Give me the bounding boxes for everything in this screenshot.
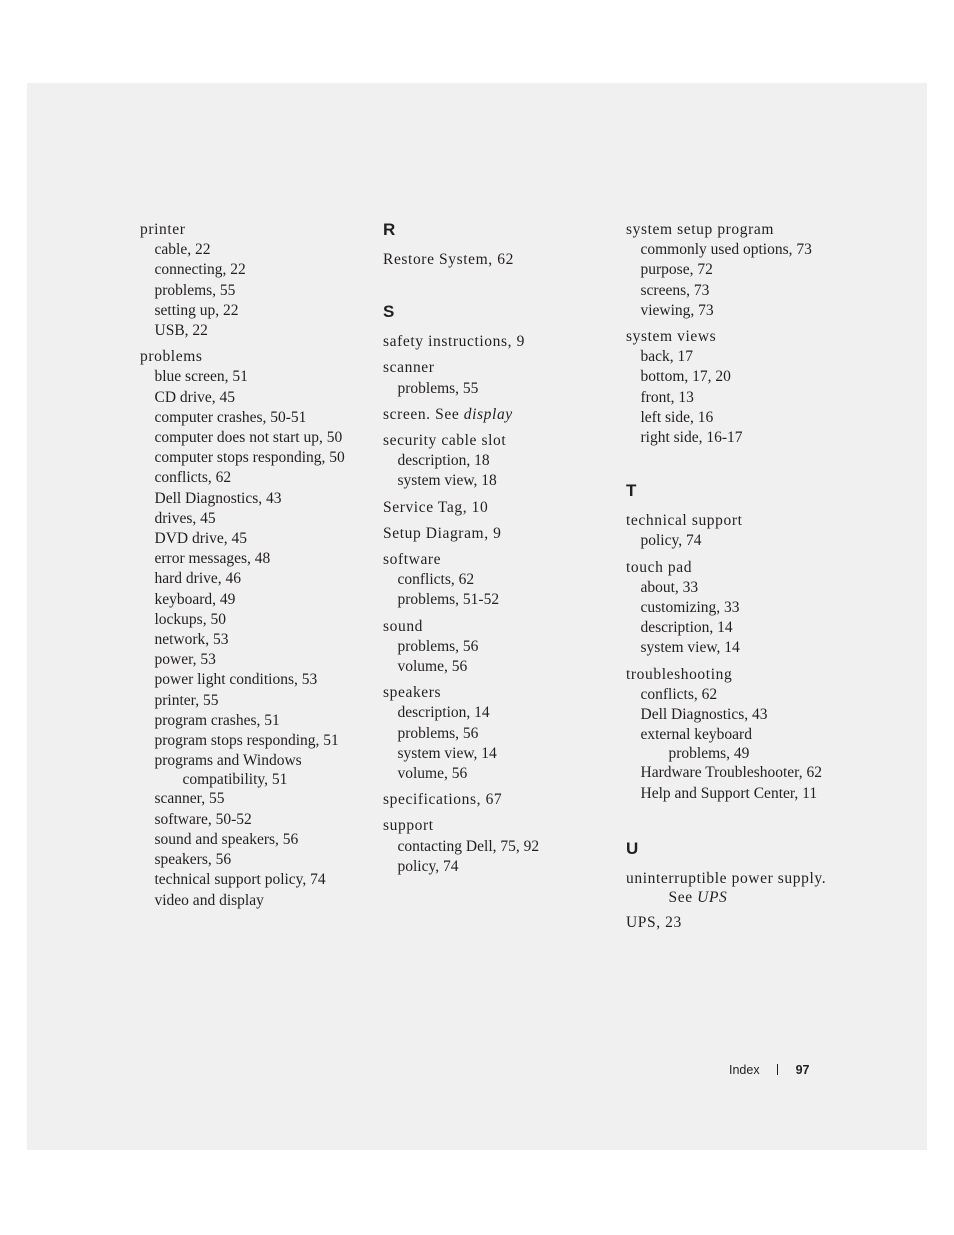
index-text: Dell Diagnostics, 43 <box>640 706 768 724</box>
index-text: security cable slot <box>383 432 507 450</box>
index-subterm <box>140 569 375 589</box>
index-entry <box>626 869 866 907</box>
index-text: USB, 22 <box>154 322 208 340</box>
index-text: computer does not start up, 50 <box>154 429 343 447</box>
index-subterm <box>626 763 866 783</box>
index-text: conflicts, 62 <box>397 571 475 589</box>
index-letter-heading: T <box>626 481 637 501</box>
index-entry <box>383 332 618 352</box>
index-term-continuation <box>626 745 866 763</box>
index-text: touch pad <box>626 558 693 576</box>
index-text: problems, 55 <box>154 281 236 299</box>
index-text: video and display <box>154 891 264 909</box>
index-text: bottom, 17, 20 <box>640 368 731 386</box>
index-term <box>140 347 375 367</box>
index-subterm <box>140 367 375 387</box>
index-entry <box>626 558 866 659</box>
index-term <box>626 665 866 685</box>
index-subterm <box>140 428 375 448</box>
index-term-continuation <box>140 771 375 789</box>
index-subterm <box>626 598 866 618</box>
index-text: technical support <box>626 512 743 530</box>
index-text: keyboard, 49 <box>154 590 236 608</box>
index-text: computer crashes, 50-51 <box>154 408 307 426</box>
index-text: program crashes, 51 <box>154 711 280 729</box>
index-text: Dell Diagnostics, 43 <box>154 489 282 507</box>
index-text: customizing, 33 <box>640 599 740 617</box>
index-text: policy, 74 <box>640 532 702 550</box>
index-term <box>626 558 866 578</box>
index-text: lockups, 50 <box>154 610 226 628</box>
index-entry <box>383 405 618 425</box>
index-text: problems, 55 <box>397 379 479 397</box>
index-text: screen. See <box>383 405 464 423</box>
index-text: volume, 56 <box>397 765 468 783</box>
index-text: speakers, 56 <box>154 851 232 869</box>
index-subterm <box>140 789 375 809</box>
index-subterm <box>383 837 618 857</box>
index-text: technical support policy, 74 <box>154 871 326 889</box>
index-subterm <box>626 531 866 551</box>
index-entry <box>383 816 618 877</box>
index-term <box>140 220 375 240</box>
index-entry <box>383 683 618 784</box>
page-footer <box>729 1062 810 1078</box>
index-text: problems, 49 <box>668 745 750 763</box>
index-subterm <box>626 260 866 280</box>
index-text: Help and Support Center, 11 <box>640 784 818 802</box>
index-column-1 <box>140 220 375 917</box>
index-entry <box>140 347 375 910</box>
index-text: system setup program <box>626 221 775 238</box>
index-letter-heading: S <box>383 302 395 322</box>
index-letter-heading: U <box>626 838 639 858</box>
index-subterm <box>626 301 866 321</box>
index-subterm <box>626 618 866 638</box>
index-subterm <box>383 744 618 764</box>
index-page <box>27 83 927 1150</box>
index-text: system view, 18 <box>397 472 497 490</box>
index-subterm <box>140 388 375 408</box>
index-subterm <box>626 347 866 367</box>
index-entry <box>383 431 618 492</box>
index-subterm <box>383 570 618 590</box>
index-term <box>626 220 866 240</box>
index-text: specifications, 67 <box>383 791 503 809</box>
index-text: UPS, 23 <box>626 914 682 932</box>
index-subterm <box>626 705 866 725</box>
index-column-3 <box>626 220 866 939</box>
index-subterm <box>140 850 375 870</box>
index-text: Restore System, 62 <box>383 251 514 268</box>
index-subterm <box>383 857 618 877</box>
index-text: drives, 45 <box>154 509 216 527</box>
index-entry <box>383 524 618 544</box>
index-text: Service Tag, 10 <box>383 498 489 516</box>
index-subterm <box>626 388 866 408</box>
index-text: volume, 56 <box>397 658 468 676</box>
index-text: description, 14 <box>397 704 490 722</box>
index-subterm <box>626 784 866 804</box>
index-subterm <box>383 590 618 610</box>
index-term <box>626 511 866 531</box>
index-text: setting up, 22 <box>154 301 239 319</box>
index-subterm <box>140 260 375 280</box>
index-term <box>626 327 866 347</box>
index-text: CD drive, 45 <box>154 388 236 406</box>
index-text: blue screen, 51 <box>154 368 248 386</box>
index-subterm <box>626 281 866 301</box>
index-subterm <box>626 578 866 598</box>
index-term <box>626 913 866 933</box>
index-term <box>626 869 866 889</box>
index-subterm <box>140 630 375 650</box>
index-subterm <box>140 830 375 850</box>
index-text: printer, 55 <box>154 691 219 709</box>
index-subterm <box>140 321 375 341</box>
index-text: DVD drive, 45 <box>154 530 248 548</box>
index-text: computer stops responding, 50 <box>154 449 345 467</box>
index-text: sound <box>383 617 424 635</box>
index-subterm <box>383 724 618 744</box>
index-text: problems <box>140 348 203 366</box>
index-text: policy, 74 <box>397 857 459 875</box>
index-text: connecting, 22 <box>154 261 246 279</box>
index-text: cable, 22 <box>154 241 211 259</box>
index-cross-reference: display <box>463 405 513 423</box>
index-text: problems, 56 <box>397 724 479 742</box>
index-term <box>383 617 618 637</box>
index-subterm <box>140 408 375 428</box>
index-text: right side, 16-17 <box>640 429 743 447</box>
index-text: scanner <box>383 359 435 377</box>
index-entry <box>626 511 866 551</box>
index-text: safety instructions, 9 <box>383 333 525 351</box>
index-text: sound and speakers, 56 <box>154 830 299 848</box>
index-term-continuation <box>626 889 866 907</box>
index-text: about, 33 <box>640 578 699 596</box>
index-entry <box>383 550 618 611</box>
index-text: software, 50-52 <box>154 810 252 828</box>
index-term <box>383 431 618 451</box>
index-text: troubleshooting <box>626 665 733 683</box>
index-text: contacting Dell, 75, 92 <box>397 837 540 855</box>
index-term <box>383 332 618 352</box>
index-term <box>383 250 618 270</box>
index-text: programs and Windows <box>154 752 302 770</box>
index-subterm <box>140 810 375 830</box>
index-term <box>383 498 618 518</box>
index-subterm <box>383 657 618 677</box>
index-subterm <box>626 428 866 448</box>
index-subterm <box>626 638 866 658</box>
index-term <box>383 790 618 810</box>
index-text: hard drive, 46 <box>154 570 242 588</box>
index-text: Setup Diagram, 9 <box>383 524 502 542</box>
index-text: speakers <box>383 684 442 702</box>
index-text: system view, 14 <box>640 639 740 657</box>
index-term <box>383 816 618 836</box>
index-subterm <box>140 650 375 670</box>
index-entry <box>140 220 375 341</box>
page-number: 97 <box>795 1063 810 1077</box>
footer-section-title: Index <box>729 1063 760 1077</box>
index-subterm <box>140 529 375 549</box>
index-text: conflicts, 62 <box>154 469 232 487</box>
index-subterm <box>140 610 375 630</box>
index-subterm <box>626 408 866 428</box>
index-text: program stops responding, 51 <box>154 732 339 750</box>
index-text: support <box>383 817 434 835</box>
index-text: commonly used options, 73 <box>640 241 812 259</box>
index-subterm <box>383 379 618 399</box>
index-text: problems, 56 <box>397 637 479 655</box>
index-text: screens, 73 <box>640 281 710 299</box>
index-entry <box>626 327 866 448</box>
index-subterm <box>140 731 375 751</box>
index-text: description, 18 <box>397 452 490 470</box>
index-entry <box>383 790 618 810</box>
index-text: error messages, 48 <box>154 550 271 568</box>
index-term <box>383 524 618 544</box>
index-text: network, 53 <box>154 631 229 649</box>
index-text: back, 17 <box>640 348 694 366</box>
index-subterm <box>626 240 866 260</box>
index-subterm <box>140 281 375 301</box>
index-subterm <box>140 301 375 321</box>
index-term <box>383 405 618 425</box>
index-subterm <box>140 240 375 260</box>
index-subterm <box>140 590 375 610</box>
index-subterm <box>140 489 375 509</box>
index-subterm <box>140 691 375 711</box>
index-subterm <box>140 549 375 569</box>
index-subterm <box>140 711 375 731</box>
index-text: See <box>668 889 698 907</box>
index-term <box>383 358 618 378</box>
index-subterm <box>383 637 618 657</box>
index-text: power light conditions, 53 <box>154 671 318 689</box>
index-text: front, 13 <box>640 388 694 406</box>
index-column-2 <box>383 220 618 883</box>
index-subterm <box>140 891 375 911</box>
index-entry <box>383 250 618 270</box>
index-text: description, 14 <box>640 619 733 637</box>
index-term <box>383 550 618 570</box>
index-text: viewing, 73 <box>640 301 714 319</box>
index-text: left side, 16 <box>640 408 714 426</box>
index-subterm <box>626 725 866 745</box>
index-subterm <box>383 451 618 471</box>
index-text: printer <box>140 221 186 238</box>
index-entry <box>383 617 618 678</box>
index-text: external keyboard <box>640 726 752 744</box>
index-text: power, 53 <box>154 651 216 669</box>
index-term <box>383 683 618 703</box>
index-subterm <box>140 670 375 690</box>
index-entry <box>626 665 866 804</box>
index-subterm <box>140 448 375 468</box>
index-text: uninterruptible power supply. <box>626 869 827 887</box>
index-entry <box>383 358 618 398</box>
index-text: Hardware Troubleshooter, 62 <box>640 764 822 782</box>
index-text: system view, 14 <box>397 744 497 762</box>
footer-divider <box>777 1064 778 1075</box>
index-text: system views <box>626 328 717 346</box>
index-subterm <box>383 703 618 723</box>
index-text: compatibility, 51 <box>182 771 288 789</box>
index-text: conflicts, 62 <box>640 685 718 703</box>
index-cross-reference: UPS <box>697 889 728 907</box>
index-subterm <box>140 870 375 890</box>
index-subterm <box>140 751 375 771</box>
index-subterm <box>140 509 375 529</box>
index-entry <box>626 220 866 321</box>
index-subterm <box>626 685 866 705</box>
index-entry <box>626 913 866 933</box>
index-text: purpose, 72 <box>640 261 713 279</box>
index-subterm <box>383 764 618 784</box>
index-subterm <box>140 468 375 488</box>
index-subterm <box>383 471 618 491</box>
index-entry <box>383 498 618 518</box>
index-text: software <box>383 551 442 569</box>
index-text: scanner, 55 <box>154 790 225 808</box>
index-subterm <box>626 367 866 387</box>
index-letter-heading: R <box>383 220 396 239</box>
index-text: problems, 51-52 <box>397 591 500 609</box>
